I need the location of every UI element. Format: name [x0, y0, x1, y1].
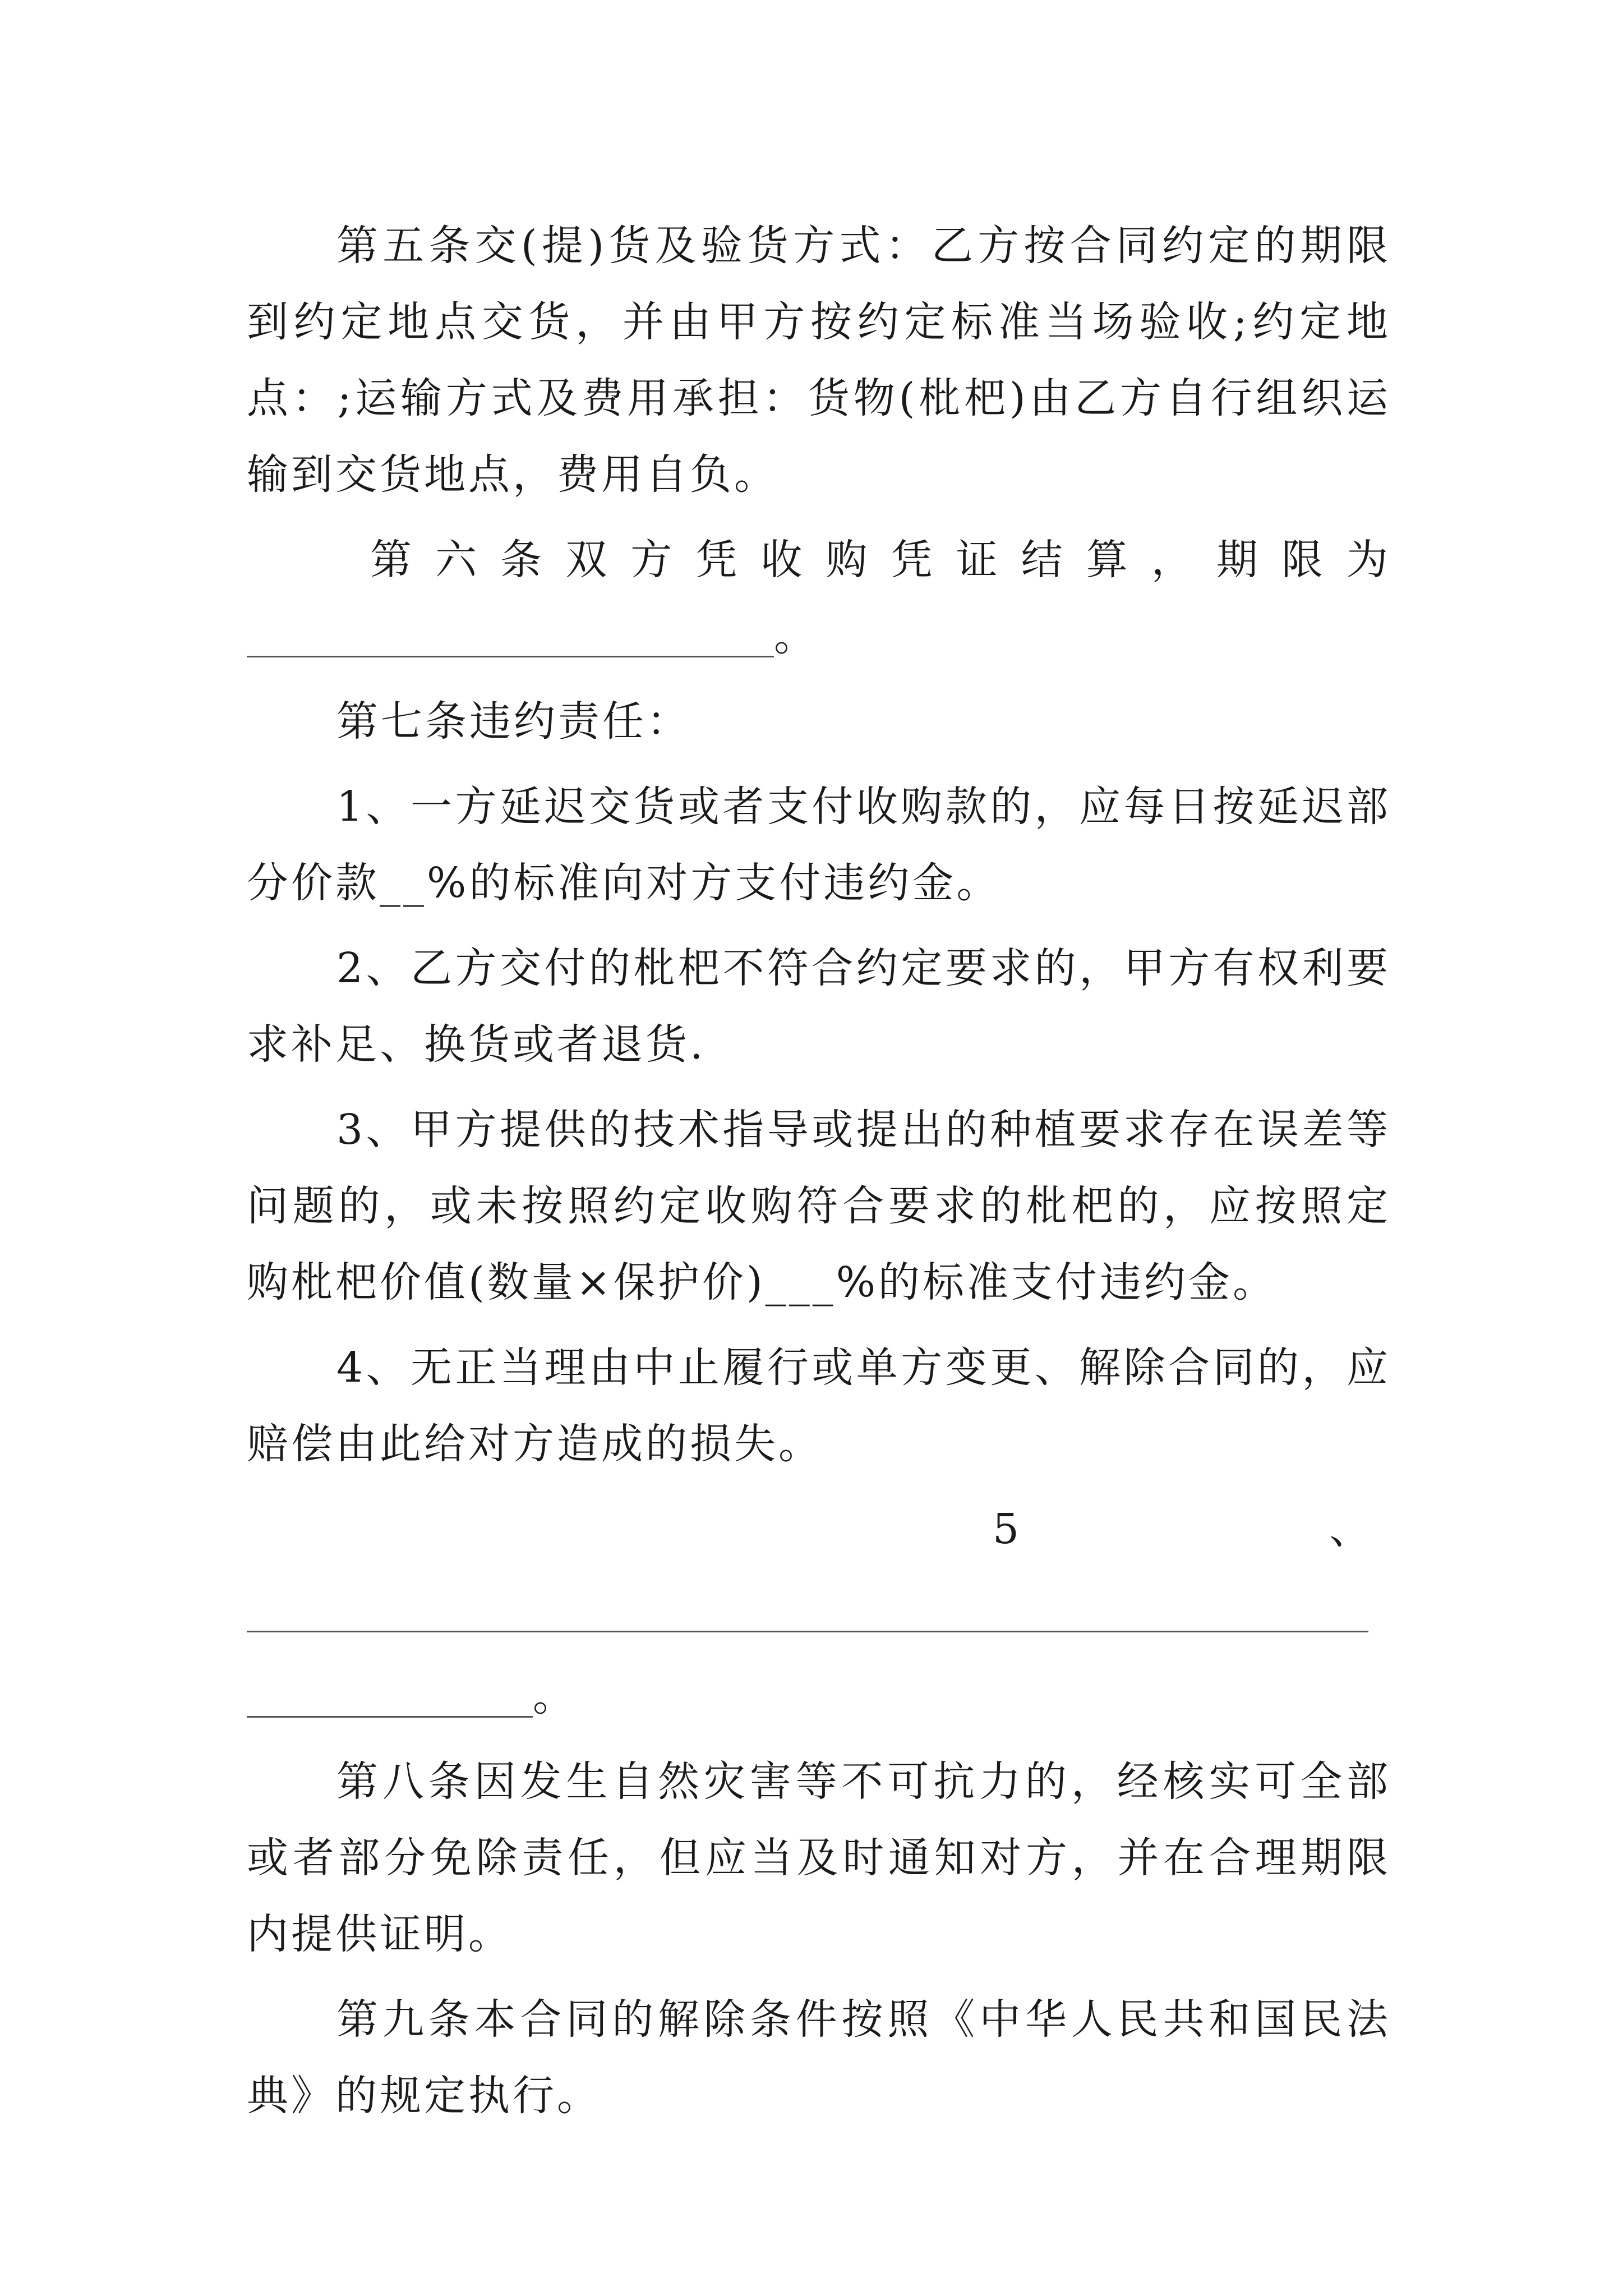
document-page [247, 208, 1391, 2143]
article-7-item-3: 3、甲方提供的技术指导或提出的种植要求存在误差等问题的，或未按照约定收购符合要求的枇杷的，应按照定购枇杷价值(数量×保护价)___%的标准支付违约金。 [247, 1106, 1391, 1306]
article-6-blank [247, 598, 1391, 674]
item-5-separator: 、 [1329, 1505, 1371, 1553]
item-5-end-mark: 。 [533, 1672, 574, 1720]
article-7-item-4: 4、无正当理由中止履行或单方变更、解除合同的，应赔偿由此给对方造成的损失。 [247, 1343, 1391, 1468]
fill-in-blank-line [247, 1631, 1368, 1632]
article-7-heading: 第七条违约责任： [336, 697, 691, 746]
article-7-item-1: 1、一方延迟交货或者支付收购款的，应每日按延迟部分价款__%的标准向对方支付违约金。 [247, 783, 1391, 907]
item-5-blank-line-2 [247, 1658, 1391, 1734]
article-7-item-5 [247, 1491, 1391, 1567]
article-9: 第九条本合同的解除条件按照《中华人民共和国民法典》的规定执行。 [247, 1995, 1391, 2120]
article-7-item-2: 2、乙方交付的枇杷不符合约定要求的，甲方有权利要求补足、换货或者退货. [247, 944, 1391, 1069]
fill-in-blank-line [247, 1716, 533, 1718]
item-5-blank-line-1 [247, 1573, 1391, 1649]
article-5: 第五条交(提)货及验货方式：乙方按合同约定的期限到约定地点交货，并由甲方按约定标准当场验收;约定地点：;运输方式及费用承担：货物(枇杷)由乙方自行组织运输到交货地点，费用自负。 [247, 222, 1391, 499]
article-6-heading: 第六条双方凭收购凭证结算，期限为 [370, 536, 1391, 584]
article-8: 第八条因发生自然灾害等不可抗力的，经核实可全部或者部分免除责任，但应当及时通知对方，并在合理期限内提供证明。 [247, 1757, 1391, 1958]
fill-in-blank-line [247, 656, 774, 657]
article-6-end-mark: 。 [774, 612, 815, 660]
item-5-number: 5 [993, 1505, 1020, 1553]
